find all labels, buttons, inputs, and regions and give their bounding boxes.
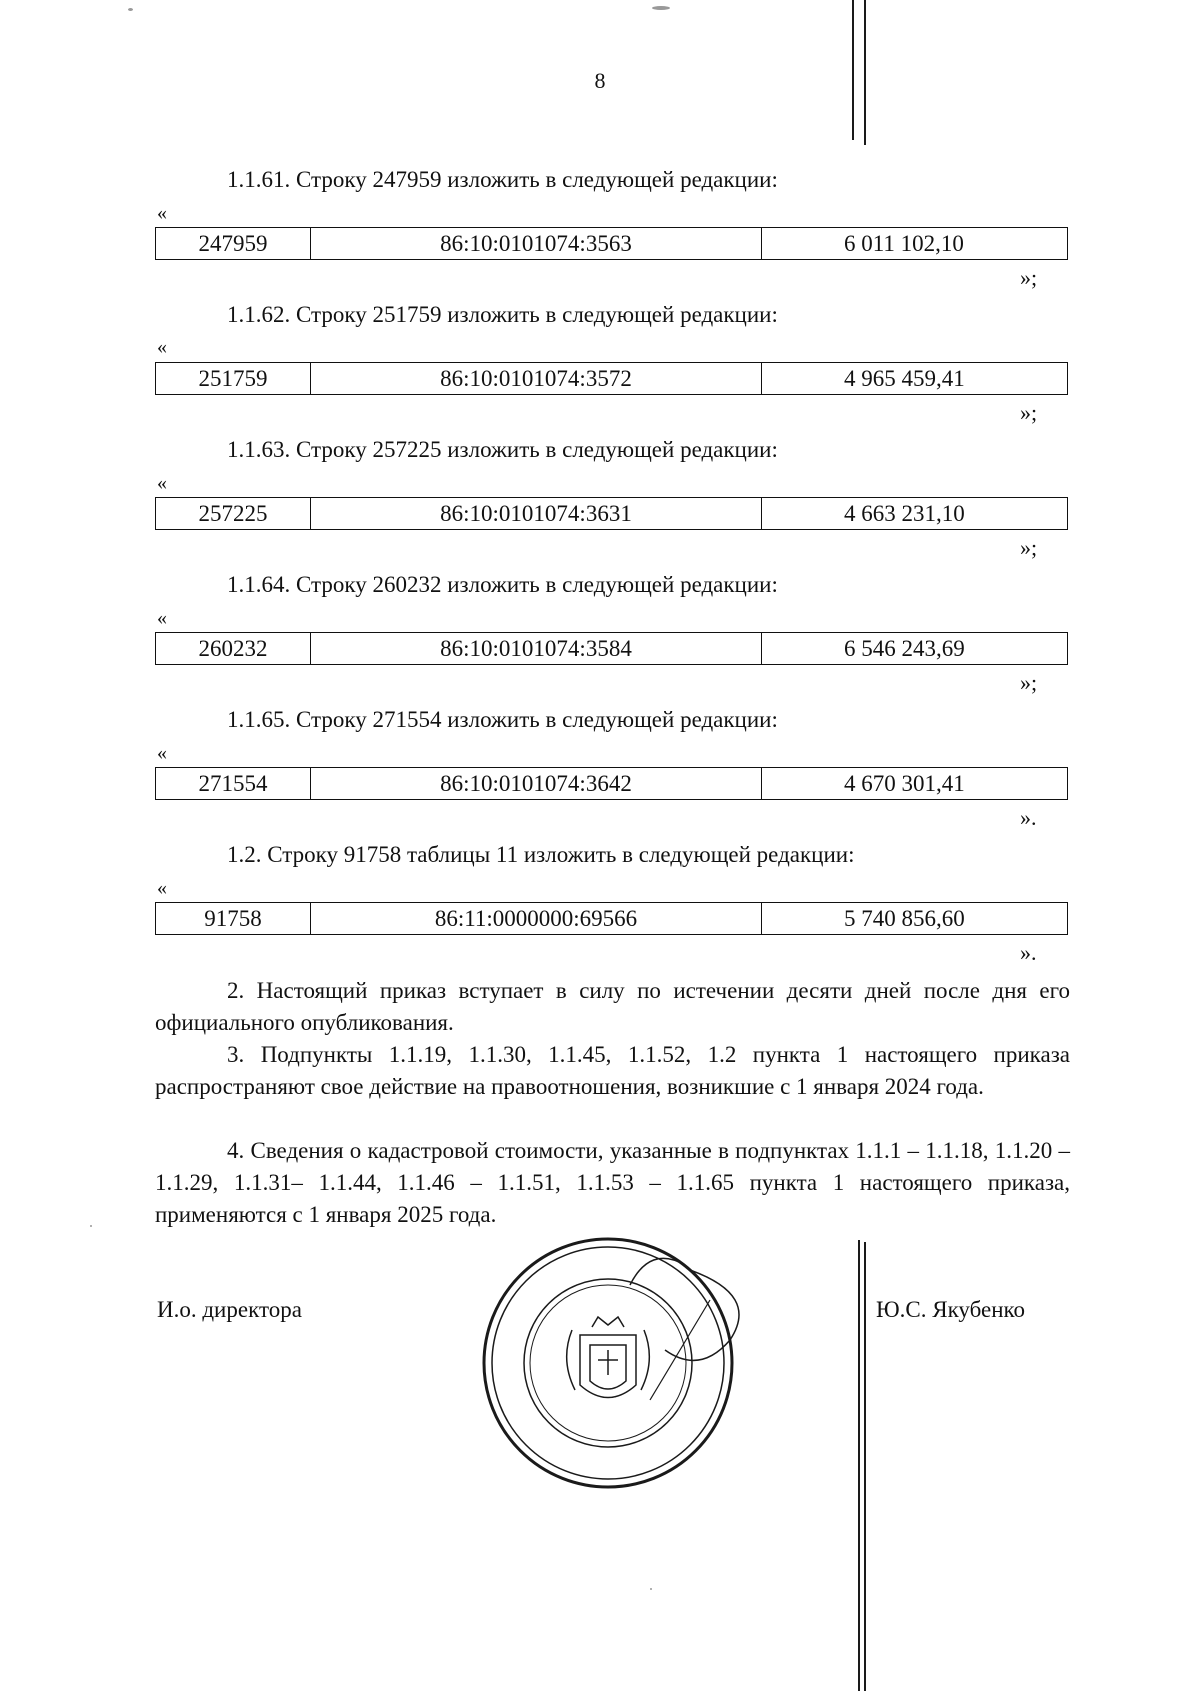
open-quote: «: [157, 472, 167, 494]
scan-speck: [128, 8, 133, 11]
amendment-table-row: [155, 362, 1068, 395]
cadastral-value-cell: 6 546 243,69: [762, 633, 1068, 665]
open-quote: «: [157, 607, 167, 629]
cadastral-number-cell: 86:10:0101074:3631: [311, 498, 762, 530]
page-number: 8: [594, 68, 606, 93]
cadastral-number-cell: 86:11:0000000:69566: [311, 903, 762, 935]
signature-stroke: [630, 1258, 685, 1285]
open-quote: «: [157, 336, 167, 358]
official-stamp: [480, 1225, 740, 1495]
open-quote: «: [157, 742, 167, 764]
row-number-cell: 271554: [156, 768, 311, 800]
scan-edge-line: [864, 0, 866, 145]
amendment-heading: 1.1.65. Строку 271554 изложить в следующей редакции:: [227, 707, 778, 732]
close-quote: »;: [1020, 670, 1038, 695]
amendment-table-row: [155, 227, 1068, 260]
cadastral-number-cell: 86:10:0101074:3563: [311, 228, 762, 260]
cadastral-value-cell: 4 965 459,41: [762, 363, 1068, 395]
amendment-heading: 1.2. Строку 91758 таблицы 11 изложить в следующей редакции:: [227, 842, 855, 867]
scan-edge-line: [864, 1242, 866, 1691]
cadastral-value-cell: 5 740 856,60: [762, 903, 1068, 935]
open-quote: «: [157, 877, 167, 899]
cadastral-value-cell: 4 670 301,41: [762, 768, 1068, 800]
amendment-table-row: [155, 632, 1068, 665]
row-number-cell: 247959: [156, 228, 311, 260]
cadastral-value-cell: 4 663 231,10: [762, 498, 1068, 530]
cadastral-number-cell: 86:10:0101074:3572: [311, 363, 762, 395]
clause-paragraph: 4. Сведения о кадастровой стоимости, указанные в подпунктах 1.1.1 – 1.1.18, 1.1.20 – 1.1.29, 1.1.31– 1.1.44, 1.1.46 – 1.1.51, 1.1.53 – 1.1.65 пункта 1 настоящего приказа, применяются с 1 января 2025 года.: [155, 1138, 1070, 1227]
scan-speck: [90, 1225, 92, 1227]
open-quote: «: [157, 202, 167, 224]
clause-paragraph: 3. Подпункты 1.1.19, 1.1.30, 1.1.45, 1.1.52, 1.2 пункта 1 настоящего приказа распространяют свое действие на правоотношения, возникшие с 1 января 2024 года.: [155, 1042, 1070, 1099]
close-quote: »;: [1020, 535, 1038, 560]
scan-speck: [650, 1588, 652, 1590]
close-quote: »;: [1020, 400, 1038, 425]
cadastral-value-cell: 6 011 102,10: [762, 228, 1068, 260]
close-quote: »;: [1020, 265, 1038, 290]
amendment-heading: 1.1.61. Строку 247959 изложить в следующей редакции:: [227, 167, 778, 192]
coat-of-arms-icon: [567, 1317, 650, 1398]
row-number-cell: 260232: [156, 633, 311, 665]
scan-edge-line: [858, 1240, 860, 1691]
scan-edge-line: [852, 0, 854, 140]
cadastral-number-cell: 86:10:0101074:3642: [311, 768, 762, 800]
amendment-heading: 1.1.64. Строку 260232 изложить в следующей редакции:: [227, 572, 778, 597]
row-number-cell: 257225: [156, 498, 311, 530]
signature-stroke: [650, 1300, 710, 1400]
close-quote: ».: [1020, 805, 1037, 830]
scan-speck: [652, 6, 670, 10]
cadastral-number-cell: 86:10:0101074:3584: [311, 633, 762, 665]
close-quote: ».: [1020, 940, 1037, 965]
amendment-table-row: [155, 497, 1068, 530]
row-number-cell: 251759: [156, 363, 311, 395]
amendment-heading: 1.1.63. Строку 257225 изложить в следующей редакции:: [227, 437, 778, 462]
signature-name: Ю.С. Якубенко: [876, 1297, 1026, 1322]
amendment-table-row: [155, 902, 1068, 935]
amendment-heading: 1.1.62. Строку 251759 изложить в следующей редакции:: [227, 302, 778, 327]
signature-title: И.о. директора: [157, 1297, 302, 1322]
clause-paragraph: 2. Настоящий приказ вступает в силу по истечении десяти дней после дня его официального опубликования.: [155, 978, 1070, 1035]
row-number-cell: 91758: [156, 903, 311, 935]
amendment-table-row: [155, 767, 1068, 800]
